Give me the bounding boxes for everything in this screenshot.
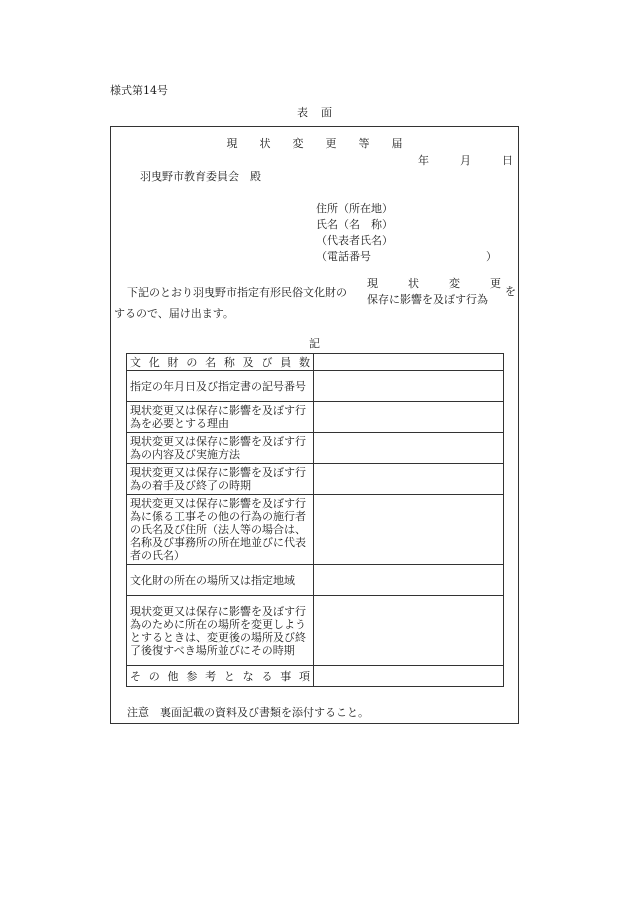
row-label: 現状変更又は保存に影響を及ぼす行為に係る工事その他の行為の施行者の氏名及び住所（法人等の場合は、名称及び事務所の所在地並びに代表者の氏名） xyxy=(127,495,314,565)
row-value-cell[interactable] xyxy=(314,464,504,495)
table-row xyxy=(127,371,504,402)
statement-prefix: 下記のとおり羽曳野市指定有形民俗文化財の xyxy=(127,286,347,299)
table-row xyxy=(127,495,504,565)
option-char: 状 xyxy=(408,277,419,290)
side-label: 表 面 xyxy=(297,106,333,119)
row-label: 現状変更又は保存に影響を及ぼす行為を必要とする理由 xyxy=(127,402,314,433)
items-table xyxy=(126,353,504,687)
option-char: 変 xyxy=(449,277,460,290)
form-title: 現状変更等届 xyxy=(226,137,425,150)
row-value-cell[interactable] xyxy=(314,402,504,433)
row-value-cell[interactable] xyxy=(314,666,504,687)
applicant-address: 住所（所在地） xyxy=(316,202,393,215)
row-label: その他参考となる事項 xyxy=(127,666,314,687)
row-value-cell[interactable] xyxy=(314,596,504,666)
row-label: 文化財の所在の場所又は指定地域 xyxy=(127,565,314,596)
statement-option-bottom: 保存に影響を及ぼす行為 xyxy=(367,293,488,306)
applicant-phone-line xyxy=(316,249,497,265)
table-row xyxy=(127,565,504,596)
table-row xyxy=(127,402,504,433)
statement-continuation: するので、届け出ます。 xyxy=(114,307,234,320)
date-month: 月 xyxy=(460,154,471,167)
row-label: 文化財の名称及び員数 xyxy=(127,354,314,371)
row-label: 現状変更又は保存に影響を及ぼす行為の内容及び実施方法 xyxy=(127,433,314,464)
addressee: 羽曳野市教育委員会 殿 xyxy=(140,170,261,183)
option-char: 現 xyxy=(367,277,378,290)
row-value-cell[interactable] xyxy=(314,433,504,464)
row-label: 現状変更又は保存に影響を及ぼす行為のために所在の場所を変更しようとするときは、変更後の場所及び終了後復すべき場所並びにその時期 xyxy=(127,596,314,666)
table-row xyxy=(127,433,504,464)
row-value-cell[interactable] xyxy=(314,565,504,596)
form-number: 様式第14号 xyxy=(110,84,168,97)
ki-heading: 記 xyxy=(309,337,320,350)
applicant-phone: （電話番号 xyxy=(316,250,371,263)
row-label: 指定の年月日及び指定書の記号番号 xyxy=(127,371,314,402)
table-row xyxy=(127,354,504,371)
option-char: 更 xyxy=(490,277,501,290)
table-row xyxy=(127,666,504,687)
date-day: 日 xyxy=(502,154,513,167)
table-row xyxy=(127,596,504,666)
row-value-cell[interactable] xyxy=(314,371,504,402)
applicant-phone-close: ） xyxy=(486,250,497,263)
table-row xyxy=(127,464,504,495)
row-value-cell[interactable] xyxy=(314,354,504,371)
note: 注意 裏面記載の資料及び書類を添付すること。 xyxy=(127,706,369,719)
row-value-cell[interactable] xyxy=(314,495,504,565)
applicant-block xyxy=(316,201,497,265)
date-line xyxy=(418,152,513,168)
date-year: 年 xyxy=(418,154,429,167)
statement-option-top xyxy=(367,275,501,291)
statement-suffix: を xyxy=(505,285,516,298)
row-label: 現状変更又は保存に影響を及ぼす行為の着手及び終了の時期 xyxy=(127,464,314,495)
applicant-representative: （代表者氏名） xyxy=(316,234,393,247)
applicant-name: 氏名（名 称） xyxy=(316,218,393,231)
